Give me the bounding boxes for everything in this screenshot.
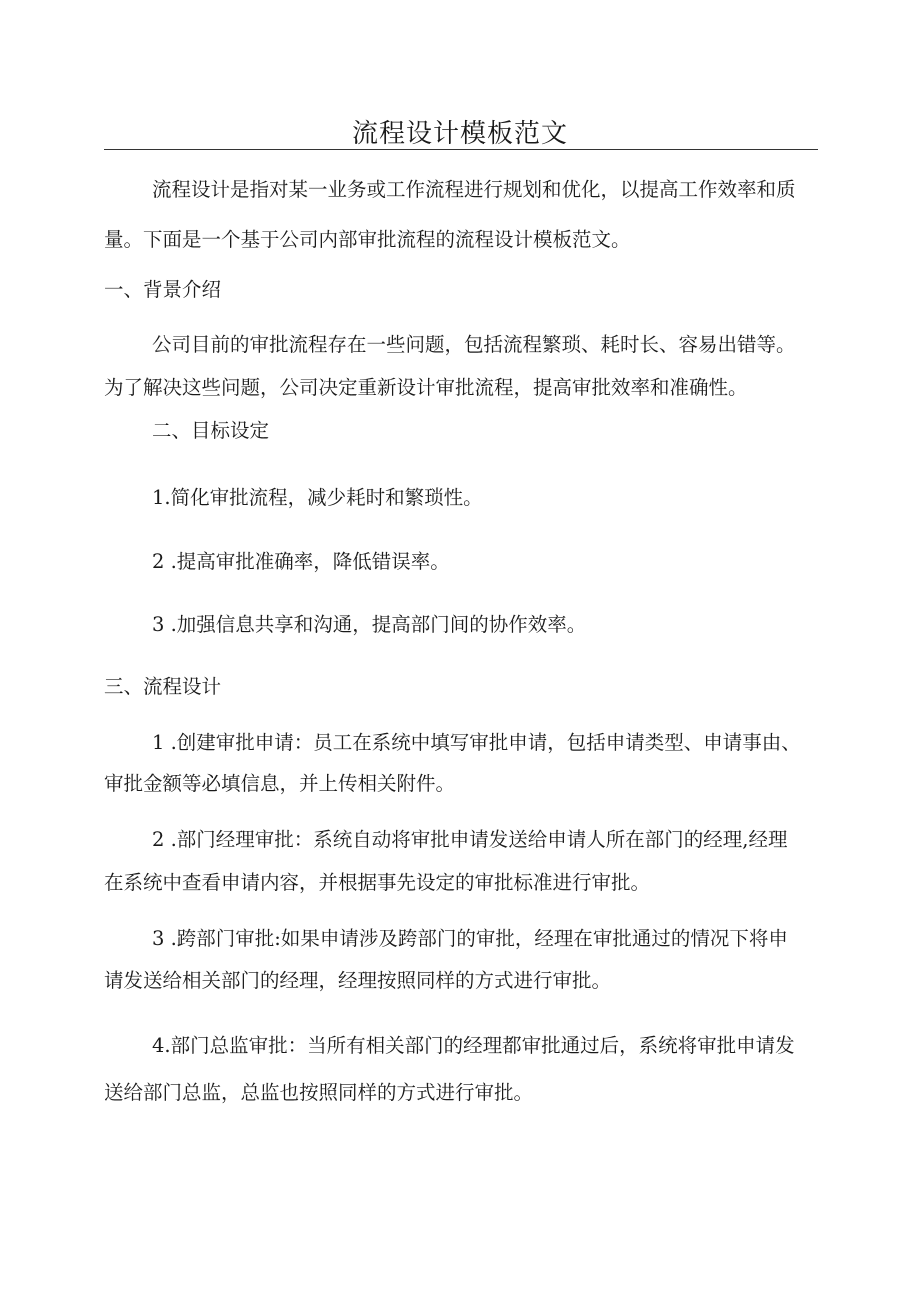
intro-paragraph-line-2: 量。下面是一个基于公司内部审批流程的流程设计模板范文。 (104, 228, 631, 251)
process-step-1-line-2: 审批金额等必填信息，并上传相关附件。 (104, 772, 456, 795)
process-step-3-line-1: 3 .跨部门审批:如果申请涉及跨部门的审批，经理在审批通过的情况下将申 (152, 927, 788, 950)
process-step-3-line-2: 请发送给相关部门的经理，经理按照同样的方式进行审批。 (104, 969, 612, 992)
section-heading-process-design: 三、流程设计 (104, 675, 222, 698)
process-step-2-line-2: 在系统中查看申请内容，并根据事先设定的审批标准进行审批。 (104, 871, 651, 894)
goal-item-3: 3 .加强信息共享和沟通，提高部门间的协作效率。 (152, 613, 587, 636)
process-step-4-line-2: 送给部门总监，总监也按照同样的方式进行审批。 (104, 1081, 534, 1104)
background-paragraph-line-1: 公司目前的审批流程存在一些问题，包括流程繁琐、耗时长、容易出错等。 (152, 333, 796, 356)
intro-paragraph-line-1: 流程设计是指对某一业务或工作流程进行规划和优化，以提高工作效率和质 (152, 178, 796, 201)
process-step-2-line-1: 2 .部门经理审批：系统自动将审批申请发送给申请人所在部门的经理,经理 (152, 828, 788, 851)
title-underline (104, 149, 818, 150)
document-title: 流程设计模板范文 (351, 119, 568, 149)
section-heading-background: 一、背景介绍 (104, 278, 222, 301)
process-step-1-line-1: 1 .创建审批申请：员工在系统中填写审批申请，包括申请类型、申请事由、 (152, 731, 801, 754)
background-paragraph-line-2: 为了解决这些问题，公司决定重新设计审批流程，提高审批效率和准确性。 (104, 376, 748, 399)
section-heading-goals: 二、目标设定 (152, 419, 270, 442)
process-step-4-line-1: 4.部门总监审批：当所有相关部门的经理都审批通过后，系统将审批申请发 (152, 1034, 795, 1057)
goal-item-2: 2 .提高审批准确率，降低错误率。 (152, 550, 450, 573)
goal-item-1: 1.简化审批流程，减少耗时和繁琐性。 (152, 486, 483, 509)
